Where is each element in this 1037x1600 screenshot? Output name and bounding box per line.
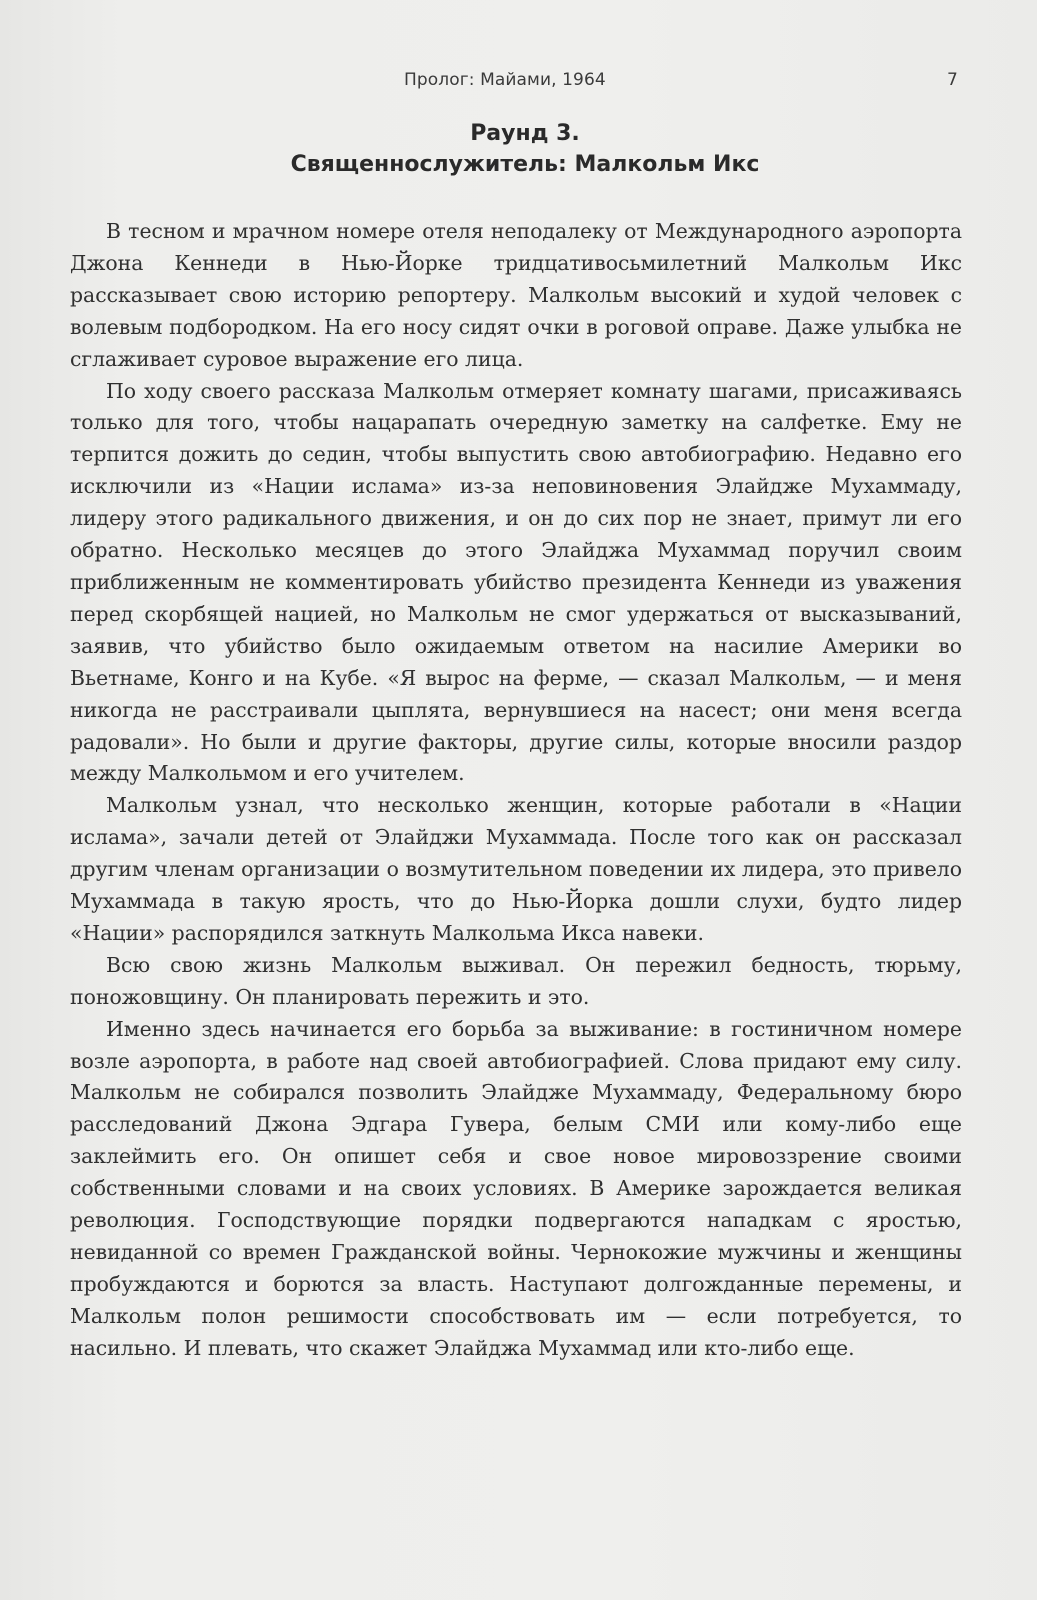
paragraph: Малкольм узнал, что несколько женщин, которые работали в «Нации ислама», зачали детей от Элайджи Мухаммада. После того как он рассказал другим членам организации о возмутительном поведении их лидера, это привело Мухаммада в такую ярость, что до Нью-Йорка дошли слухи, будто лидер «Нации» распорядился заткнуть Малкольма Икса навеки. (70, 793, 962, 945)
paragraph: В тесном и мрачном номере отеля неподалеку от Международного аэропорта Джона Кеннеди в Нью-Йорке тридцативосьмилетний Малкольм Икс рассказывает свою историю репортеру. Малкольм высокий и худой человек с волевым подбородком. На его носу сидят очки в роговой оправе. Даже улыбка не сглаживает суровое выражение его лица. (70, 219, 962, 371)
paragraph: Именно здесь начинается его борьба за выживание: в гостиничном номере возле аэропорта, в работе над своей автобиографией. Слова придают ему силу. Малкольм не собирался позволить Элайдже Мухаммаду, Федеральному бюро расследований Джона Эдгара Гувера, белым СМИ или кому-либо еще заклеймить его. Он опишет себя и свое новое мировоззрение своими собственными словами и на своих условиях. В Америке зарождается великая революция. Господствующие порядки подвергаются нападкам с яростью, невиданной со времен Гражданской войны. Чернокожие мужчины и женщины пробуждаются и борются за власть. Наступают долгожданные перемены, и Малкольм полон решимости способствовать им — если потребуется, то насильно. И плевать, что скажет Элайджа Мухаммад или кто-либо еще. (70, 1016, 962, 1360)
body-text (70, 216, 962, 1365)
paragraph: Всю свою жизнь Малкольм выживал. Он пережил бедность, тюрьму, поножовщину. Он планировать пережить и это. (70, 952, 962, 1009)
running-head: Пролог: Майами, 1964 (404, 70, 606, 90)
paragraph: По ходу своего рассказа Малкольм отмеряет комнату шагами, присаживаясь только для того, чтобы нацарапать очередную заметку на салфетке. Ему не терпится дожить до седин, чтобы выпустить свою автобиографию. Недавно его исключили из «Нации ислама» из-за неповиновения Элайдже Мухаммаду, лидеру этого радикального движения, и он до сих пор не знает, примут ли его обратно. Несколько месяцев до этого Элайджа Мухаммад поручил своим приближенным не комментировать убийство президента Кеннеди из уважения перед скорбящей нацией, но Малкольм не смог удержаться от высказываний, заявив, что убийство было ожидаемым ответом на насилие Америки во Вьетнаме, Конго и на Кубе. «Я вырос на ферме, — сказал Малкольм, — и меня никогда не расстраивали цыплята, вернувшиеся на насест; они меня всегда радовали». Но были и другие факторы, другие силы, которые вносили раздор между Малкольмом и его учителем. (70, 378, 962, 786)
page-number: 7 (947, 70, 958, 90)
chapter-heading-line-2: Священнослужитель: Малкольм Икс (290, 152, 760, 177)
chapter-heading (70, 118, 980, 180)
chapter-heading-line-1: Раунд 3. (470, 121, 580, 146)
